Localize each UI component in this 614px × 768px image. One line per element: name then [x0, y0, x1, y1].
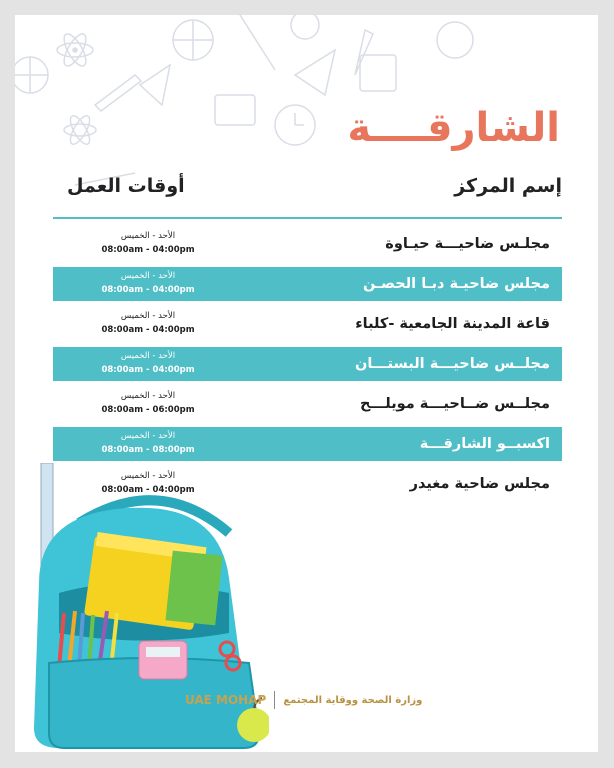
working-days: الأحد - الخميس [120, 471, 176, 481]
working-time: 08:00am - 08:00pm [101, 445, 195, 455]
mohap-logo: UAE MOHAP [185, 693, 267, 707]
center-name: اكسبــو الشارقـــة [419, 436, 550, 452]
center-name: مجلس ضاحيـة دبـا الحصـن [362, 276, 550, 292]
working-days: الأحد - الخميس [120, 351, 176, 361]
ruler-icon [360, 55, 396, 91]
center-name-header: إسم المركز [454, 175, 562, 197]
center-name: قاعة المدينة الجامعية -كلباء [355, 316, 550, 332]
working-hours [101, 269, 195, 297]
pencil-icon [240, 15, 373, 75]
working-hours [101, 309, 195, 337]
working-time: 08:00am - 04:00pm [101, 365, 195, 375]
working-time: 08:00am - 04:00pm [101, 245, 195, 255]
working-hours-header: أوقات العمل [67, 175, 185, 197]
working-time: 08:00am - 04:00pm [101, 485, 195, 495]
atom-icon [57, 31, 93, 69]
globe-icon [15, 57, 48, 93]
header-divider [53, 217, 562, 219]
working-days: الأحد - الخميس [120, 311, 176, 321]
working-hours [101, 349, 195, 377]
ministry-name: وزارة الصحة ووقاية المجتمع [283, 694, 423, 706]
clock-icon [291, 15, 319, 39]
footer-branding [185, 687, 422, 713]
working-hours [101, 229, 195, 257]
calculator-icon [139, 641, 187, 679]
atom-icon [64, 113, 96, 147]
schedule-card [15, 15, 598, 752]
page-title: الشارقــــة [347, 105, 560, 151]
globe-icon [437, 22, 473, 58]
working-time: 08:00am - 04:00pm [101, 325, 195, 335]
working-time: 08:00am - 06:00pm [101, 405, 195, 415]
table-row [53, 427, 562, 461]
center-name: مجلـس ضاحيـــة حيـاوة [385, 236, 550, 252]
footer-separator [274, 691, 275, 709]
pencil-icon [95, 75, 141, 111]
center-name: مجلــس ضــاحيـــة مويلـــح [359, 396, 550, 412]
globe-icon [173, 20, 213, 60]
paper-plane-icon [140, 50, 335, 105]
working-days: الأحد - الخميس [120, 231, 176, 241]
table-row [53, 307, 562, 341]
working-days: الأحد - الخميس [120, 431, 176, 441]
table-row [53, 267, 562, 301]
table-row [53, 227, 562, 261]
working-days: الأحد - الخميس [120, 391, 176, 401]
working-time: 08:00am - 04:00pm [101, 285, 195, 295]
table-row [53, 347, 562, 381]
working-days: الأحد - الخميس [120, 271, 176, 281]
center-name: مجلس ضاحية مغيدر [409, 476, 550, 492]
ruler-icon [215, 95, 255, 125]
clock-icon [275, 105, 315, 145]
table-row [53, 387, 562, 421]
working-hours [101, 429, 195, 457]
center-name: مجلــس ضاحيـــة البستـــان [354, 356, 550, 372]
working-hours [101, 389, 195, 417]
